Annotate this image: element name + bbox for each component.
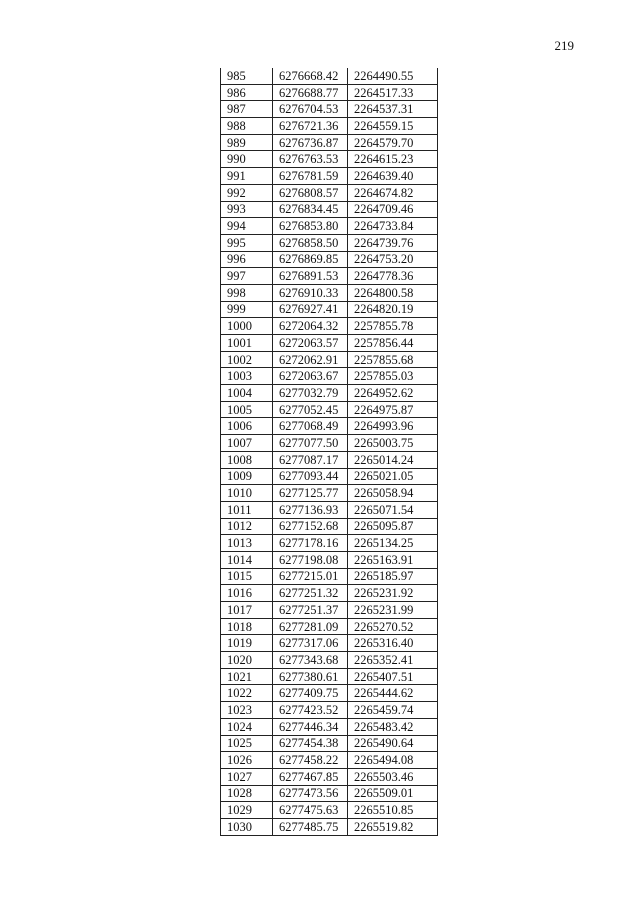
coordinates-table	[220, 68, 438, 836]
table-row	[221, 451, 438, 468]
point-number-cell: 1004	[221, 385, 273, 402]
y-coordinate-cell: 2265459.74	[348, 702, 438, 719]
point-number-cell: 988	[221, 118, 273, 135]
y-coordinate-cell: 2265509.01	[348, 785, 438, 802]
table-row	[221, 351, 438, 368]
x-coordinate-cell: 6277343.68	[273, 652, 348, 669]
table-row	[221, 268, 438, 285]
x-coordinate-cell: 6277032.79	[273, 385, 348, 402]
point-number-cell: 1011	[221, 501, 273, 518]
x-coordinate-cell: 6277380.61	[273, 668, 348, 685]
x-coordinate-cell: 6277152.68	[273, 518, 348, 535]
table-row	[221, 518, 438, 535]
x-coordinate-cell: 6277251.32	[273, 585, 348, 602]
point-number-cell: 1026	[221, 752, 273, 769]
y-coordinate-cell: 2257855.03	[348, 368, 438, 385]
point-number-cell: 998	[221, 284, 273, 301]
x-coordinate-cell: 6276704.53	[273, 101, 348, 118]
x-coordinate-cell: 6276781.59	[273, 168, 348, 185]
x-coordinate-cell: 6272064.32	[273, 318, 348, 335]
point-number-cell: 1021	[221, 668, 273, 685]
x-coordinate-cell: 6276853.80	[273, 218, 348, 235]
point-number-cell: 1023	[221, 702, 273, 719]
y-coordinate-cell: 2265490.64	[348, 735, 438, 752]
table-row	[221, 468, 438, 485]
y-coordinate-cell: 2265134.25	[348, 535, 438, 552]
point-number-cell: 986	[221, 84, 273, 101]
point-number-cell: 1019	[221, 635, 273, 652]
table-row	[221, 118, 438, 135]
table-row	[221, 151, 438, 168]
point-number-cell: 994	[221, 218, 273, 235]
x-coordinate-cell: 6272063.57	[273, 335, 348, 352]
x-coordinate-cell: 6277068.49	[273, 418, 348, 435]
table-row	[221, 435, 438, 452]
y-coordinate-cell: 2265316.40	[348, 635, 438, 652]
table-row	[221, 501, 438, 518]
table-row	[221, 251, 438, 268]
y-coordinate-cell: 2265163.91	[348, 551, 438, 568]
x-coordinate-cell: 6276721.36	[273, 118, 348, 135]
point-number-cell: 1017	[221, 602, 273, 619]
point-number-cell: 1030	[221, 818, 273, 835]
x-coordinate-cell: 6276891.53	[273, 268, 348, 285]
x-coordinate-cell: 6276688.77	[273, 84, 348, 101]
table-row	[221, 84, 438, 101]
table-row	[221, 702, 438, 719]
table-row	[221, 802, 438, 819]
table-row	[221, 485, 438, 502]
point-number-cell: 1018	[221, 618, 273, 635]
point-number-cell: 1013	[221, 535, 273, 552]
y-coordinate-cell: 2257856.44	[348, 335, 438, 352]
point-number-cell: 989	[221, 134, 273, 151]
table-row	[221, 535, 438, 552]
point-number-cell: 1027	[221, 768, 273, 785]
point-number-cell: 1007	[221, 435, 273, 452]
x-coordinate-cell: 6277475.63	[273, 802, 348, 819]
table-row	[221, 368, 438, 385]
y-coordinate-cell: 2264952.62	[348, 385, 438, 402]
y-coordinate-cell: 2264517.33	[348, 84, 438, 101]
y-coordinate-cell: 2265352.41	[348, 652, 438, 669]
table-row	[221, 768, 438, 785]
y-coordinate-cell: 2264975.87	[348, 401, 438, 418]
table-row	[221, 234, 438, 251]
y-coordinate-cell: 2265003.75	[348, 435, 438, 452]
table-row	[221, 685, 438, 702]
y-coordinate-cell: 2265503.46	[348, 768, 438, 785]
x-coordinate-cell: 6277454.38	[273, 735, 348, 752]
y-coordinate-cell: 2265483.42	[348, 718, 438, 735]
point-number-cell: 1015	[221, 568, 273, 585]
x-coordinate-cell: 6277446.34	[273, 718, 348, 735]
table-row	[221, 335, 438, 352]
x-coordinate-cell: 6276927.41	[273, 301, 348, 318]
table-row	[221, 635, 438, 652]
x-coordinate-cell: 6277317.06	[273, 635, 348, 652]
point-number-cell: 1000	[221, 318, 273, 335]
table-row	[221, 184, 438, 201]
y-coordinate-cell: 2265270.52	[348, 618, 438, 635]
point-number-cell: 1010	[221, 485, 273, 502]
y-coordinate-cell: 2264820.19	[348, 301, 438, 318]
point-number-cell: 1002	[221, 351, 273, 368]
table-row	[221, 385, 438, 402]
point-number-cell: 1029	[221, 802, 273, 819]
point-number-cell: 1009	[221, 468, 273, 485]
point-number-cell: 1003	[221, 368, 273, 385]
point-number-cell: 1008	[221, 451, 273, 468]
point-number-cell: 996	[221, 251, 273, 268]
y-coordinate-cell: 2257855.78	[348, 318, 438, 335]
table-row	[221, 618, 438, 635]
x-coordinate-cell: 6276858.50	[273, 234, 348, 251]
y-coordinate-cell: 2265071.54	[348, 501, 438, 518]
table-row	[221, 568, 438, 585]
y-coordinate-cell: 2265231.92	[348, 585, 438, 602]
y-coordinate-cell: 2265021.05	[348, 468, 438, 485]
y-coordinate-cell: 2265231.99	[348, 602, 438, 619]
table-row	[221, 585, 438, 602]
point-number-cell: 1005	[221, 401, 273, 418]
table-row	[221, 602, 438, 619]
y-coordinate-cell: 2264537.31	[348, 101, 438, 118]
table-row	[221, 134, 438, 151]
table-row	[221, 551, 438, 568]
point-number-cell: 987	[221, 101, 273, 118]
x-coordinate-cell: 6272062.91	[273, 351, 348, 368]
point-number-cell: 1022	[221, 685, 273, 702]
y-coordinate-cell: 2264674.82	[348, 184, 438, 201]
x-coordinate-cell: 6277077.50	[273, 435, 348, 452]
table-row	[221, 201, 438, 218]
table-row	[221, 218, 438, 235]
x-coordinate-cell: 6277052.45	[273, 401, 348, 418]
x-coordinate-cell: 6276763.53	[273, 151, 348, 168]
table-row	[221, 301, 438, 318]
x-coordinate-cell: 6277215.01	[273, 568, 348, 585]
table-row	[221, 101, 438, 118]
x-coordinate-cell: 6277136.93	[273, 501, 348, 518]
table-row	[221, 318, 438, 335]
y-coordinate-cell: 2265095.87	[348, 518, 438, 535]
y-coordinate-cell: 2264639.40	[348, 168, 438, 185]
point-number-cell: 1020	[221, 652, 273, 669]
y-coordinate-cell: 2264559.15	[348, 118, 438, 135]
point-number-cell: 1025	[221, 735, 273, 752]
x-coordinate-cell: 6276808.57	[273, 184, 348, 201]
y-coordinate-cell: 2265014.24	[348, 451, 438, 468]
table-row	[221, 668, 438, 685]
y-coordinate-cell: 2264753.20	[348, 251, 438, 268]
y-coordinate-cell: 2264993.96	[348, 418, 438, 435]
x-coordinate-cell: 6277409.75	[273, 685, 348, 702]
y-coordinate-cell: 2265519.82	[348, 818, 438, 835]
table-row	[221, 752, 438, 769]
x-coordinate-cell: 6277178.16	[273, 535, 348, 552]
y-coordinate-cell: 2264778.36	[348, 268, 438, 285]
point-number-cell: 992	[221, 184, 273, 201]
y-coordinate-cell: 2265185.97	[348, 568, 438, 585]
point-number-cell: 985	[221, 68, 273, 84]
table-row	[221, 718, 438, 735]
x-coordinate-cell: 6276736.87	[273, 134, 348, 151]
y-coordinate-cell: 2264490.55	[348, 68, 438, 84]
y-coordinate-cell: 2257855.68	[348, 351, 438, 368]
table-row	[221, 652, 438, 669]
y-coordinate-cell: 2265494.08	[348, 752, 438, 769]
y-coordinate-cell: 2265510.85	[348, 802, 438, 819]
coordinates-table-body	[221, 68, 438, 835]
point-number-cell: 1024	[221, 718, 273, 735]
x-coordinate-cell: 6277473.56	[273, 785, 348, 802]
x-coordinate-cell: 6272063.67	[273, 368, 348, 385]
x-coordinate-cell: 6276668.42	[273, 68, 348, 84]
x-coordinate-cell: 6277093.44	[273, 468, 348, 485]
point-number-cell: 1001	[221, 335, 273, 352]
x-coordinate-cell: 6277458.22	[273, 752, 348, 769]
x-coordinate-cell: 6277281.09	[273, 618, 348, 635]
x-coordinate-cell: 6277198.08	[273, 551, 348, 568]
table-row	[221, 168, 438, 185]
y-coordinate-cell: 2265058.94	[348, 485, 438, 502]
point-number-cell: 993	[221, 201, 273, 218]
x-coordinate-cell: 6276910.33	[273, 284, 348, 301]
point-number-cell: 997	[221, 268, 273, 285]
x-coordinate-cell: 6277251.37	[273, 602, 348, 619]
x-coordinate-cell: 6276869.85	[273, 251, 348, 268]
point-number-cell: 995	[221, 234, 273, 251]
table-row	[221, 68, 438, 84]
table-row	[221, 785, 438, 802]
x-coordinate-cell: 6277087.17	[273, 451, 348, 468]
point-number-cell: 1006	[221, 418, 273, 435]
point-number-cell: 1012	[221, 518, 273, 535]
table-row	[221, 401, 438, 418]
table-row	[221, 418, 438, 435]
table-row	[221, 735, 438, 752]
point-number-cell: 999	[221, 301, 273, 318]
point-number-cell: 1014	[221, 551, 273, 568]
point-number-cell: 1028	[221, 785, 273, 802]
point-number-cell: 990	[221, 151, 273, 168]
y-coordinate-cell: 2264579.70	[348, 134, 438, 151]
page-number: 219	[554, 38, 574, 53]
y-coordinate-cell: 2264739.76	[348, 234, 438, 251]
y-coordinate-cell: 2264615.23	[348, 151, 438, 168]
x-coordinate-cell: 6277467.85	[273, 768, 348, 785]
y-coordinate-cell: 2264800.58	[348, 284, 438, 301]
point-number-cell: 991	[221, 168, 273, 185]
y-coordinate-cell: 2264709.46	[348, 201, 438, 218]
x-coordinate-cell: 6277125.77	[273, 485, 348, 502]
table-row	[221, 284, 438, 301]
y-coordinate-cell: 2264733.84	[348, 218, 438, 235]
table-row	[221, 818, 438, 835]
y-coordinate-cell: 2265407.51	[348, 668, 438, 685]
x-coordinate-cell: 6276834.45	[273, 201, 348, 218]
x-coordinate-cell: 6277423.52	[273, 702, 348, 719]
point-number-cell: 1016	[221, 585, 273, 602]
x-coordinate-cell: 6277485.75	[273, 818, 348, 835]
y-coordinate-cell: 2265444.62	[348, 685, 438, 702]
